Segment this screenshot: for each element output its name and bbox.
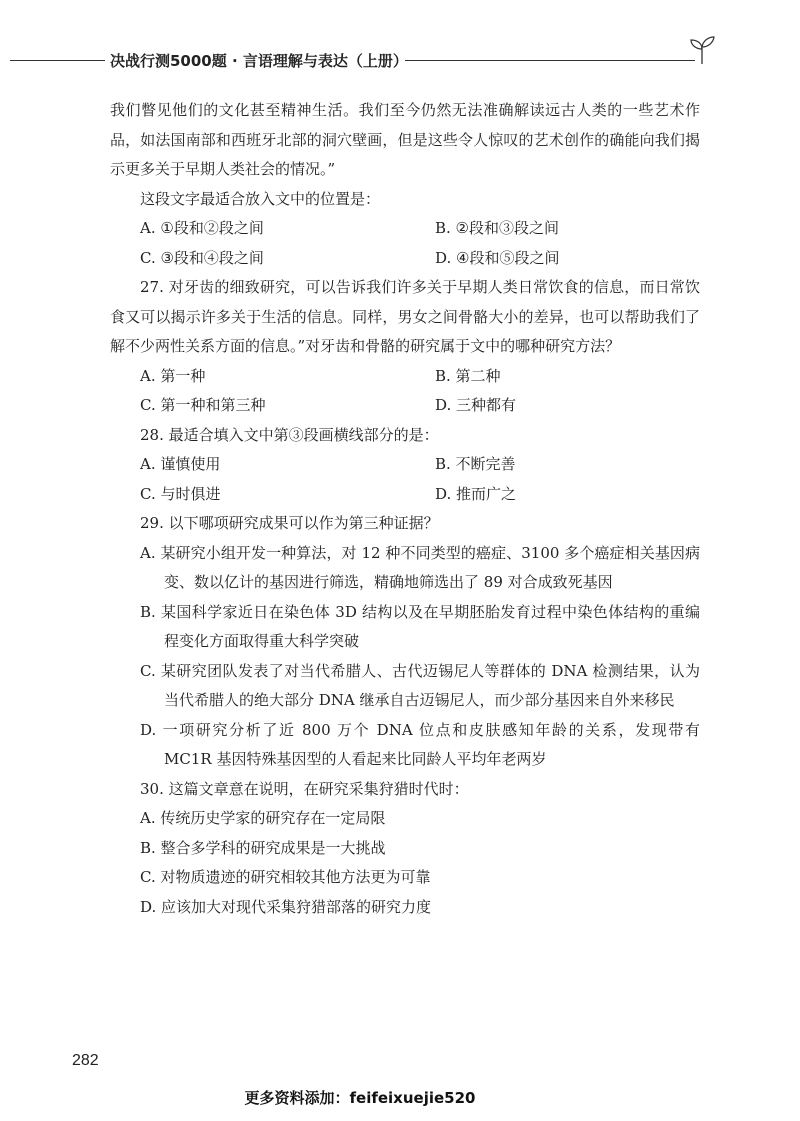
q28-options-row-2 — [110, 480, 700, 510]
q26-option-c: C. ③段和④段之间 — [140, 248, 264, 267]
q27-option-b: B. 第二种 — [435, 366, 501, 385]
footer-note: 更多资料添加：feifeixuejie520 — [244, 1089, 476, 1107]
q30-option-b: B. 整合多学科的研究成果是一大挑战 — [140, 838, 386, 857]
q26-option-d: D. ④段和⑤段之间 — [435, 248, 560, 267]
q30-option-d: D. 应该加大对现代采集狩猎部落的研究力度 — [140, 897, 432, 916]
q27-option-c: C. 第一种和第三种 — [140, 396, 266, 414]
q28-option-a: A. 谨慎使用 — [140, 455, 221, 473]
q28-option-c: C. 与时俱进 — [140, 484, 221, 503]
q26-prompt: 这段文字最适合放入文中的位置是： — [140, 189, 381, 208]
page-number: 282 — [72, 1052, 99, 1069]
q28-option-b: B. 不断完善 — [435, 455, 516, 473]
q27-stem: 27. 对牙齿的细致研究，可以告诉我们许多关于早期人类日常饮食的信息，而日常饮食又可以揭示许多关于生活的信息。同样，男女之间骨骼大小的差异，也可以帮助我们了解不少两性关系方面的信息。”对牙齿和骨骼的研究属于文中的哪种研究方法？ — [110, 278, 700, 355]
q30-option-a: A. 传统历史学家的研究存在一定局限 — [140, 809, 386, 827]
q29-option-b: B. 某国科学家近日在染色体 3D 结构以及在早期胚胎发育过程中染色体结构的重编程变化方面取得重大科学突破 — [140, 602, 700, 650]
q27-option-a: A. 第一种 — [140, 366, 206, 385]
q26-option-a: A. ①段和②段之间 — [140, 219, 264, 237]
q27-options-row-2 — [110, 391, 700, 421]
running-header — [10, 48, 710, 72]
q28-options-row-1 — [110, 450, 700, 480]
sprout-icon — [688, 34, 716, 64]
q29-option-d: D. 一项研究分析了近 800 万个 DNA 位点和皮肤感知年龄的关系，发现带有 MC1R 基因特殊基因型的人看起来比同龄人平均年老两岁 — [140, 720, 700, 768]
header-rule-right — [405, 60, 695, 61]
q26-options-row-2 — [110, 244, 700, 274]
page-content — [110, 96, 700, 922]
q29-option-a: A. 某研究小组开发一种算法，对 12 种不同类型的癌症、3100 多个癌症相关基因病变、数以亿计的基因进行筛选，精确地筛选出了 89 对合成致死基因 — [140, 543, 700, 591]
q30-stem: 30. 这篇文章意在说明，在研究采集狩猎时代时： — [140, 779, 469, 798]
q28-option-d: D. 推而广之 — [435, 484, 517, 503]
q29-option-c: C. 某研究团队发表了对当代希腊人、古代迈锡尼人等群体的 DNA 检测结果，认为当代希腊人的绝大部分 DNA 继承自古迈锡尼人，而少部分基因来自外来移民 — [140, 661, 700, 709]
q29-stem: 29. 以下哪项研究成果可以作为第三种证据？ — [140, 514, 439, 532]
q27-options-row-1 — [110, 362, 700, 392]
q30-option-c: C. 对物质遗迹的研究相较其他方法更为可靠 — [140, 868, 431, 886]
q26-option-b: B. ②段和③段之间 — [435, 219, 560, 237]
header-rule-left — [10, 60, 105, 61]
q27-option-d: D. 三种都有 — [435, 396, 517, 414]
q28-stem: 28. 最适合填入文中第③段画横线部分的是： — [140, 425, 439, 444]
q26-options-row-1 — [110, 214, 700, 244]
passage-continuation: 我们瞥见他们的文化甚至精神生活。我们至今仍然无法准确解读远古人类的一些艺术作品，如法国南部和西班牙北部的洞穴壁画，但是这些令人惊叹的艺术创作的确能向我们揭示更多关于早期人类社会的情况。” — [110, 101, 700, 178]
book-title: 决战行测5000题 · 言语理解与表达（上册） — [110, 52, 408, 70]
